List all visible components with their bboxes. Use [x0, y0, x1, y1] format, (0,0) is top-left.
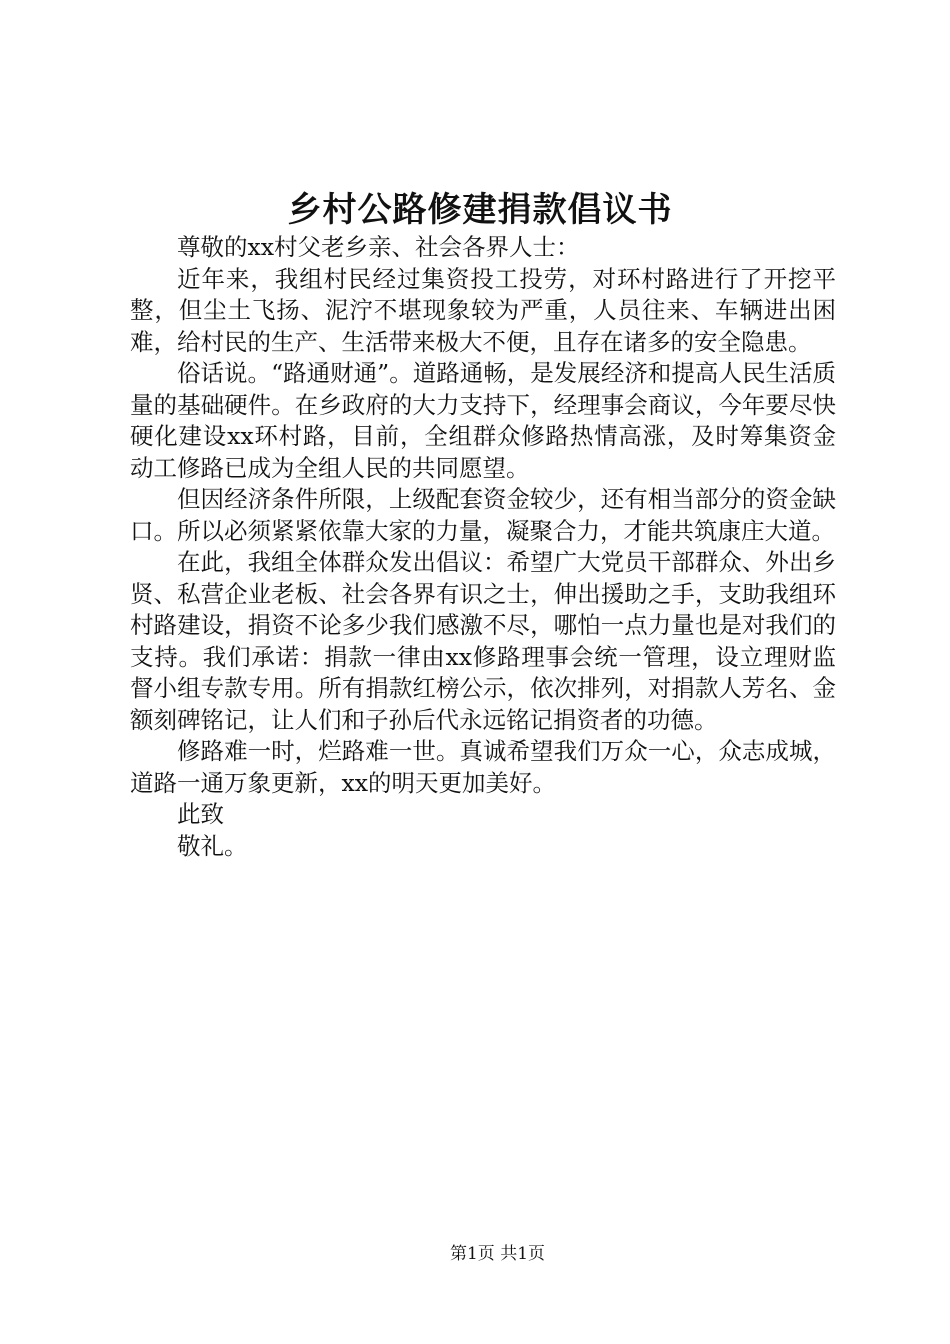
paragraph-3: 但因经济条件所限，上级配套资金较少，还有相当部分的资金缺口。所以必须紧紧依靠大家的力量，凝聚合力，才能共筑康庄大道。	[130, 485, 836, 545]
paragraph-1: 近年来，我组村民经过集资投工投劳，对环村路进行了开挖平整，但尘土飞扬、泥泞不堪现象较为严重，人员往来、车辆进出困难，给村民的生产、生活带来极大不便，且存在诸多的安全隐患。	[130, 264, 836, 356]
page-number-footer: 第1页 共1页	[449, 1244, 546, 1264]
paragraph-5: 修路难一时，烂路难一世。真诚希望我们万众一心，众志成城，道路一通万象更新，xx的明天更加美好。	[130, 737, 836, 797]
salutation: 尊敬的xx村父老乡亲、社会各界人士：	[177, 233, 580, 261]
document-title: 乡村公路修建捐款倡议书	[287, 190, 673, 230]
paragraph-4: 在此，我组全体群众发出倡议：希望广大党员干部群众、外出乡贤、私营企业老板、社会各界有识之士，伸出援助之手，支助我组环村路建设，捐资不论多少我们感激不尽，哪怕一点力量也是对我们的支持。我们承诺：捐款一律由xx修路理事会统一管理，设立理财监督小组专款专用。所有捐款红榜公示，依次排列，对捐款人芳名、金额刻碑铭记，让人们和子孙后代永远铭记捐资者的功德。	[130, 548, 836, 734]
document-body	[130, 232, 836, 862]
closing-line-2: 敬礼。	[177, 831, 248, 860]
closing-line-1: 此致	[177, 800, 224, 828]
paragraph-2: 俗话说。“路通财通”。道路通畅，是发展经济和提高人民生活质量的基础硬件。在乡政府的大力支持下，经理事会商议，今年要尽快硬化建设xx环村路，目前，全组群众修路热情高涨，及时筹集资金动工修路已成为全组人民的共同愿望。	[130, 359, 836, 482]
